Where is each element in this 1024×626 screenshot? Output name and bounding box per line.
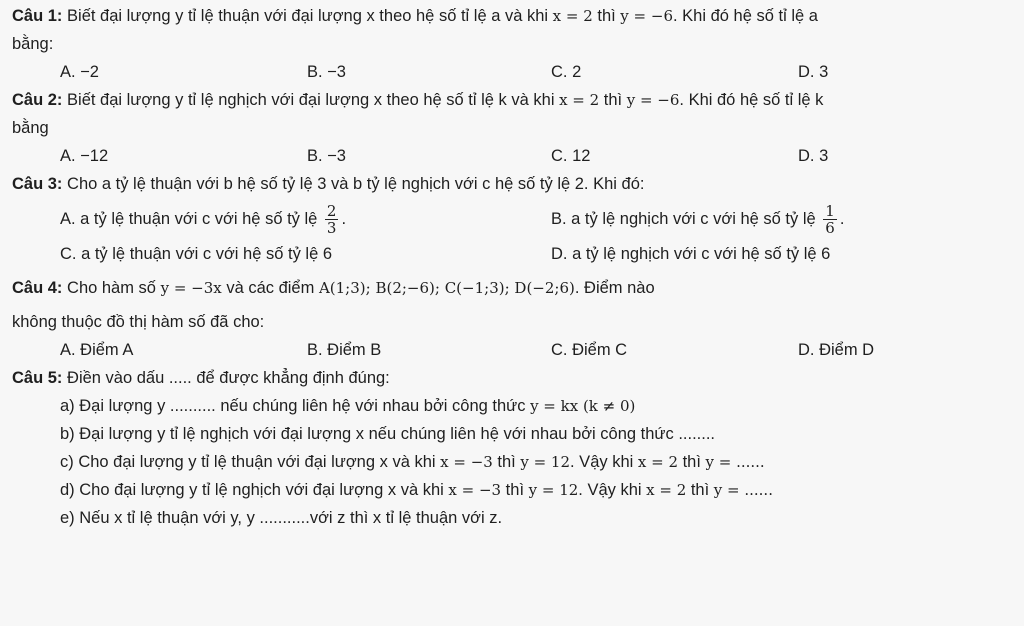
q5-item-d — [12, 476, 1024, 504]
q1-math1: x = 2 — [552, 7, 593, 25]
q5-c-math3: x = 2 — [637, 453, 678, 471]
q3-option-a-text: A. a tỷ lệ thuận với c với hệ số tỷ lệ — [60, 210, 322, 228]
q3-option-b-text: B. a tỷ lệ nghịch với c với hệ số tỷ lệ — [551, 210, 821, 228]
q2-text3: . Khi đó hệ số tỉ lệ k — [679, 91, 824, 109]
q1-label: Câu 1: — [12, 7, 63, 25]
q3-option-b-fraction — [823, 203, 837, 236]
q5-line — [12, 364, 1024, 392]
q2-cont-text: bằng — [12, 119, 49, 137]
q3-text: Cho a tỷ lệ thuận với b hệ số tỷ lệ 3 và b tỷ lệ nghịch với c hệ số tỷ lệ 2. Khi đó: — [62, 175, 645, 193]
q3-line — [12, 170, 1024, 198]
q3-options-ab — [12, 198, 1024, 240]
q4-label: Câu 4: — [12, 279, 63, 297]
q5-item-a — [12, 392, 1024, 420]
q3-b-period: . — [839, 210, 845, 228]
q1-math2: y = −6 — [620, 7, 673, 25]
q1-option-d: D. 3 — [798, 63, 829, 81]
q1-text2: thì — [592, 7, 621, 25]
q1-cont — [12, 30, 1024, 58]
q1-option-a: A. −2 — [60, 63, 99, 81]
q4-option-d: D. Điểm D — [798, 341, 875, 359]
q5-d-math4: y = ...... — [713, 481, 773, 499]
q4-cont-text: không thuộc đồ thị hàm số đã cho: — [12, 313, 265, 331]
q4-option-a: A. Điểm A — [60, 341, 134, 359]
q3-b-numerator: 1 — [825, 202, 835, 221]
q3-label: Câu 3: — [12, 175, 63, 193]
q5-d-text2: thì — [501, 481, 529, 499]
q3-option-a-fraction — [325, 203, 339, 236]
q5-item-b — [12, 420, 1024, 448]
q1-text1: Biết đại lượng y tỉ lệ thuận với đại lượng x theo hệ số tỉ lệ a và khi — [62, 7, 553, 25]
q1-options — [12, 58, 1024, 86]
q1-option-c: C. 2 — [551, 63, 582, 81]
q5-d-text3: . Vậy khi — [578, 481, 647, 499]
q4-function: y = −3x — [160, 279, 222, 297]
q5-c-math4: y = ...... — [705, 453, 765, 471]
q5-b-text: b) Đại lượng y tỉ lệ nghịch với đại lượng x nếu chúng liên hệ với nhau bởi công thức ........ — [60, 425, 715, 443]
q5-c-math2: y = 12 — [520, 453, 571, 471]
q5-e-text: e) Nếu x tỉ lệ thuận với y, y ...........với z thì x tỉ lệ thuận với z. — [60, 509, 503, 527]
q2-math2: y = −6 — [626, 91, 680, 109]
q3-option-b — [551, 198, 844, 240]
q5-c-math1: x = −3 — [440, 453, 493, 471]
q2-cont — [12, 114, 1024, 142]
q1-option-b: B. −3 — [307, 63, 346, 81]
q1-line — [12, 2, 1024, 30]
q1-cont-text: bằng: — [12, 35, 54, 53]
q5-c-text1: c) Cho đại lượng y tỉ lệ thuận với đại lượng x và khi — [60, 453, 441, 471]
q3-b-denominator: 6 — [825, 219, 835, 238]
q4-line — [12, 274, 1024, 302]
q3-a-period: . — [341, 210, 347, 228]
q4-points: A(1;3); B(2;−6); C(−1;3); D(−2;6) — [318, 279, 575, 297]
q3-option-d: D. a tỷ lệ nghịch với c với hệ số tỷ lệ 6 — [551, 245, 831, 263]
q4-text2: và các điểm — [221, 279, 319, 297]
q5-label: Câu 5: — [12, 369, 63, 387]
q4-text1: Cho hàm số — [62, 279, 161, 297]
q4-option-b: B. Điểm B — [307, 341, 382, 359]
q4-options — [12, 336, 1024, 364]
q2-options — [12, 142, 1024, 170]
q2-text2: thì — [599, 91, 627, 109]
q2-label: Câu 2: — [12, 91, 63, 109]
q4-text3: . Điểm nào — [574, 279, 655, 297]
q3-a-denominator: 3 — [326, 219, 337, 238]
q5-c-text3: . Vậy khi — [570, 453, 638, 471]
q4-option-c: C. Điểm C — [551, 341, 628, 359]
q5-c-text2: thì — [492, 453, 521, 471]
q1-text3: . Khi đó hệ số tỉ lệ a — [673, 7, 818, 25]
q5-c-text4: thì — [678, 453, 706, 471]
q3-option-a — [60, 198, 346, 240]
q5-d-math3: x = 2 — [646, 481, 687, 499]
q2-text1: Biết đại lượng y tỉ lệ nghịch với đại lượng x theo hệ số tỉ lệ k và khi — [62, 91, 560, 109]
q5-a-math: y = kx (k ≠ 0) — [530, 397, 636, 415]
q5-d-math2: y = 12 — [528, 481, 579, 499]
q2-math1: x = 2 — [559, 91, 600, 109]
q5-item-e — [12, 504, 1024, 532]
q5-a-text: a) Đại lượng y .......... nếu chúng liên hệ với nhau bởi công thức — [60, 397, 531, 415]
q2-line — [12, 86, 1024, 114]
q5-text: Điền vào dấu ..... để được khẳng định đúng: — [62, 369, 390, 387]
q2-option-a: A. −12 — [60, 147, 109, 165]
q3-options-cd — [12, 240, 1024, 268]
q5-item-c — [12, 448, 1024, 476]
q2-option-c: C. 12 — [551, 147, 591, 165]
q4-cont — [12, 308, 1024, 336]
q5-d-math1: x = −3 — [448, 481, 502, 499]
q3-option-c: C. a tỷ lệ thuận với c với hệ số tỷ lệ 6 — [60, 245, 333, 263]
q5-d-text1: d) Cho đại lượng y tỉ lệ nghịch với đại lượng x và khi — [60, 481, 449, 499]
q5-d-text4: thì — [686, 481, 714, 499]
q3-a-numerator: 2 — [326, 202, 337, 221]
q2-option-b: B. −3 — [307, 147, 346, 165]
q2-option-d: D. 3 — [798, 147, 829, 165]
